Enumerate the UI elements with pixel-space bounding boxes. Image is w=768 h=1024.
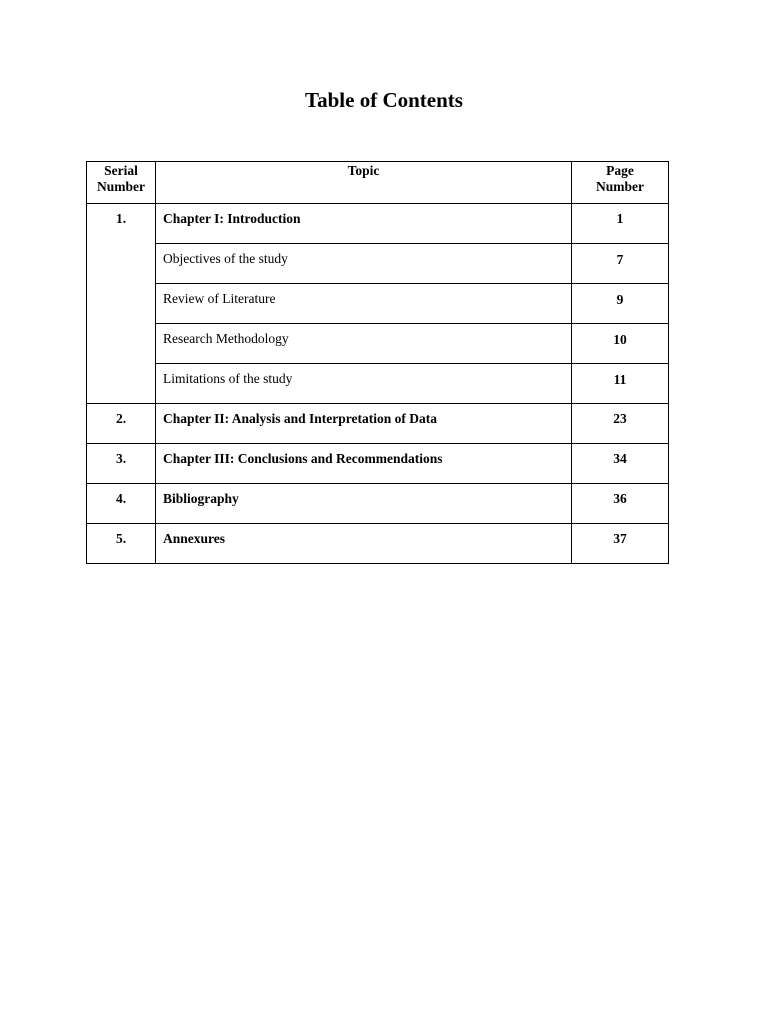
row-page: 9: [572, 284, 669, 324]
row-topic: Review of Literature: [156, 284, 572, 324]
row-topic: Research Methodology: [156, 324, 572, 364]
table-row: [87, 444, 669, 484]
header-serial-line2: Number: [97, 179, 145, 194]
header-serial-line1: Serial: [104, 163, 138, 178]
table-row: [87, 324, 669, 364]
row-serial: 1.: [87, 204, 156, 404]
row-serial: 3.: [87, 444, 156, 484]
row-page: 7: [572, 244, 669, 284]
row-serial: 4.: [87, 484, 156, 524]
row-page: 34: [572, 444, 669, 484]
row-topic: Chapter II: Analysis and Interpretation of Data: [156, 404, 572, 444]
table-row: [87, 484, 669, 524]
row-serial: 5.: [87, 524, 156, 564]
row-page: 11: [572, 364, 669, 404]
table-row: [87, 364, 669, 404]
header-topic: Topic: [156, 162, 572, 204]
table-row: [87, 404, 669, 444]
table-row: [87, 524, 669, 564]
row-page: 23: [572, 404, 669, 444]
toc-table: [86, 161, 669, 564]
row-page: 36: [572, 484, 669, 524]
table-row: [87, 284, 669, 324]
row-topic: Limitations of the study: [156, 364, 572, 404]
row-topic: Chapter I: Introduction: [156, 204, 572, 244]
row-topic: Annexures: [156, 524, 572, 564]
header-page-line2: Number: [596, 179, 644, 194]
header-page-number: [572, 162, 669, 204]
row-topic: Objectives of the study: [156, 244, 572, 284]
row-page: 1: [572, 204, 669, 244]
row-topic: Chapter III: Conclusions and Recommendations: [156, 444, 572, 484]
header-serial-number: [87, 162, 156, 204]
row-topic: Bibliography: [156, 484, 572, 524]
page-title: Table of Contents: [305, 88, 463, 112]
table-row: [87, 244, 669, 284]
row-page: 10: [572, 324, 669, 364]
header-page-line1: Page: [606, 163, 634, 178]
table-header-row: [87, 162, 669, 204]
row-serial: 2.: [87, 404, 156, 444]
row-page: 37: [572, 524, 669, 564]
table-row: [87, 204, 669, 244]
